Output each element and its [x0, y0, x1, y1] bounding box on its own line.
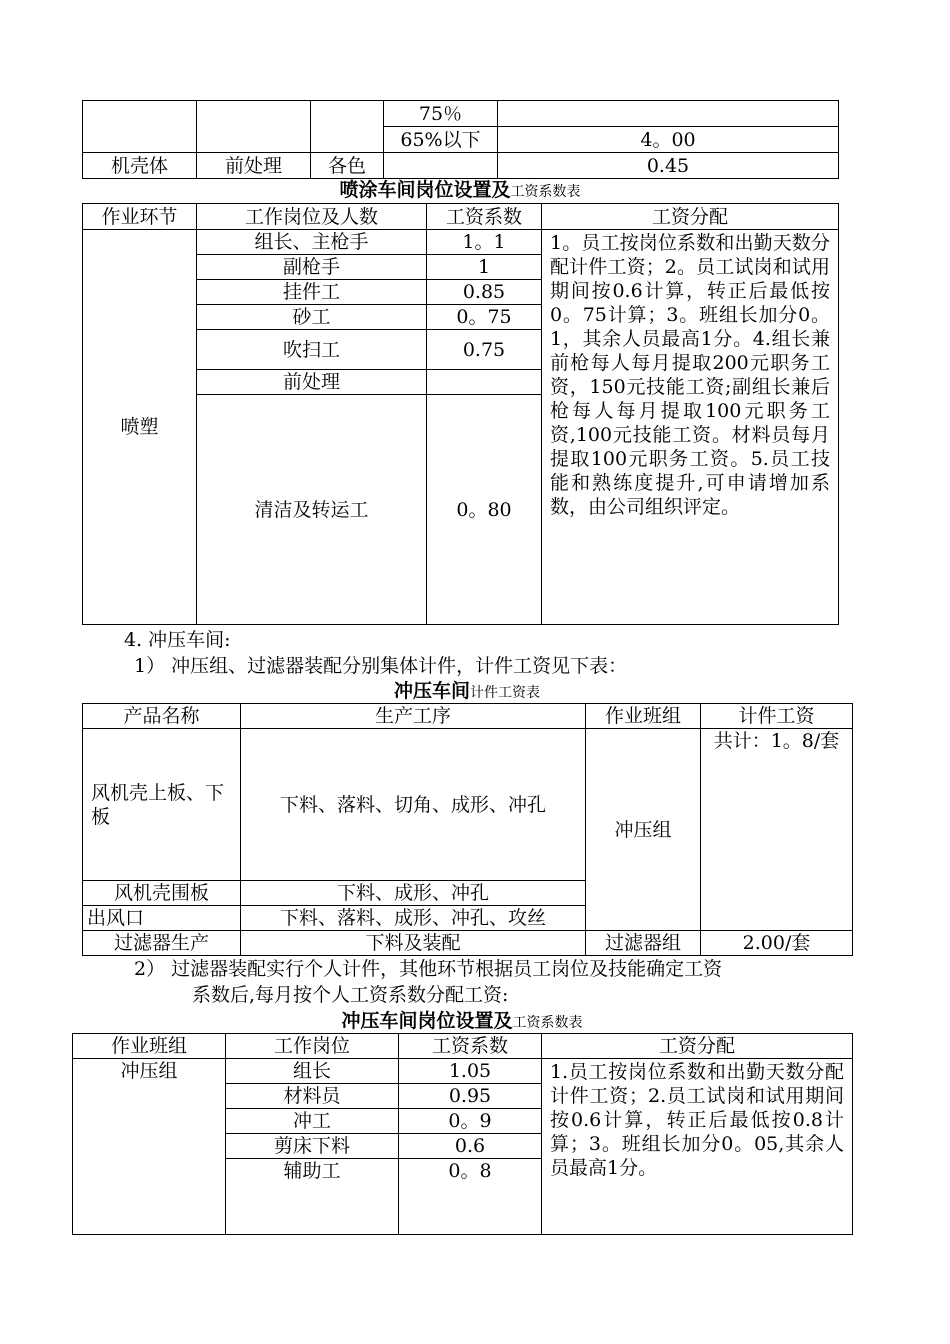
spray-table-title — [82, 179, 838, 203]
product-cell: 风机壳围板 — [83, 881, 241, 906]
title-small: 工资系数表 — [512, 1015, 583, 1031]
table-cell — [197, 101, 311, 153]
post-cell: 挂件工 — [197, 280, 427, 305]
table-cell — [311, 101, 384, 153]
continued-table — [82, 100, 839, 179]
distribution-cell: 1.员工按岗位系数和出勤天数分配计件工资；2.员工试岗和试用期间按0.6计算，转正后最低按0.8计算；3。班组长加分0。05,其余人员最高1分。 — [542, 1059, 853, 1235]
process-cell: 下料、落料、切角、成形、冲孔 — [241, 729, 586, 881]
process-cell: 下料、落料、成形、冲孔、攻丝 — [241, 906, 586, 931]
table-cell: 各色 — [311, 153, 384, 179]
header-cell: 工资系数 — [427, 204, 542, 230]
section-heading: 4. 冲压车间: — [124, 629, 231, 651]
header-cell: 工作岗位 — [226, 1034, 399, 1059]
coef-cell: 0.75 — [427, 330, 542, 370]
coef-cell: 1。1 — [427, 230, 542, 255]
stamp-post-table — [72, 1033, 853, 1235]
post-cell: 剪床下料 — [226, 1134, 399, 1159]
header-cell: 计件工资 — [701, 704, 853, 729]
group-cell: 过滤器组 — [586, 931, 701, 956]
group-cell: 冲压组 — [73, 1059, 226, 1235]
post-cell: 冲工 — [226, 1109, 399, 1134]
coef-cell — [427, 370, 542, 395]
item-2-line-2: 系数后,每月按个人工资系数分配工资: — [192, 984, 509, 1006]
table-cell: 4。00 — [498, 127, 839, 153]
title-small: 工资系数表 — [510, 184, 581, 200]
distribution-cell: 1。员工按岗位系数和出勤天数分配计件工资；2。员工试岗和试用期间按0.6计算，转正后最低按0。75计算；3。班组长加分0。1，其余人员最高1分。4.组长兼前枪每人每月提取200元职务工资，150元技能工资;副组长兼后枪每人每月提取100元职务工资,100元技能工资。材料员每月提取100元职务工资。5.员工技能和熟练度提升,可申请增加系数，由公司组织评定。 — [542, 230, 839, 625]
table-cell — [384, 153, 498, 179]
product-cell: 风机壳上板、下板 — [83, 729, 241, 881]
coef-cell: 0.85 — [427, 280, 542, 305]
piece-rate-table — [82, 703, 853, 956]
header-cell: 作业班组 — [73, 1034, 226, 1059]
post-cell: 吹扫工 — [197, 330, 427, 370]
group-cell: 冲压组 — [586, 729, 701, 931]
wage-cell: 2.00/套 — [701, 931, 853, 956]
post-cell: 砂工 — [197, 305, 427, 330]
coef-cell: 0。9 — [399, 1109, 542, 1134]
piece-table-title — [82, 680, 852, 704]
coef-cell: 1.05 — [399, 1059, 542, 1084]
item-1-text: 1） 冲压组、过滤器装配分别集体计件，计件工资见下表： — [134, 655, 628, 677]
product-cell: 出风口 — [83, 906, 241, 931]
process-cell: 下料及装配 — [241, 931, 586, 956]
header-cell: 作业环节 — [83, 204, 197, 230]
stamp-table-title — [72, 1010, 852, 1034]
title-small: 计件工资表 — [470, 685, 540, 701]
table-cell: 机壳体 — [83, 153, 197, 179]
table-cell: 前处理 — [197, 153, 311, 179]
post-cell: 辅助工 — [226, 1159, 399, 1235]
spray-table — [82, 203, 839, 625]
table-cell: 65%以下 — [384, 127, 498, 153]
title-bold: 喷涂车间岗位设置及 — [339, 179, 511, 201]
title-bold: 冲压车间岗位设置及 — [341, 1010, 513, 1032]
post-cell: 前处理 — [197, 370, 427, 395]
table-cell — [83, 101, 197, 153]
coef-cell: 0。8 — [399, 1159, 542, 1235]
product-cell: 过滤器生产 — [83, 931, 241, 956]
header-cell: 生产工序 — [241, 704, 586, 729]
coef-cell: 0.6 — [399, 1134, 542, 1159]
wage-cell: 共计：1。8/套 — [701, 729, 853, 931]
header-cell: 工资系数 — [399, 1034, 542, 1059]
coef-cell: 1 — [427, 255, 542, 280]
post-cell: 副枪手 — [197, 255, 427, 280]
process-cell: 下料、成形、冲孔 — [241, 881, 586, 906]
table-cell: 75％ — [384, 101, 498, 127]
post-cell: 组长 — [226, 1059, 399, 1084]
coef-cell: 0。80 — [427, 395, 542, 625]
post-cell: 材料员 — [226, 1084, 399, 1109]
item-2-line-1: 2） 过滤器装配实行个人计件，其他环节根据员工岗位及技能确定工资 — [134, 958, 723, 980]
coef-cell: 0。75 — [427, 305, 542, 330]
coef-cell: 0.95 — [399, 1084, 542, 1109]
post-cell: 组长、主枪手 — [197, 230, 427, 255]
header-cell: 工作岗位及人数 — [197, 204, 427, 230]
table-cell — [498, 101, 839, 127]
header-cell: 工资分配 — [542, 1034, 853, 1059]
header-cell: 作业班组 — [586, 704, 701, 729]
header-cell: 产品名称 — [83, 704, 241, 729]
section-cell: 喷塑 — [83, 230, 197, 625]
post-cell: 清洁及转运工 — [197, 395, 427, 625]
table-cell: 0.45 — [498, 153, 839, 179]
header-cell: 工资分配 — [542, 204, 839, 230]
title-bold: 冲压车间 — [393, 680, 470, 702]
